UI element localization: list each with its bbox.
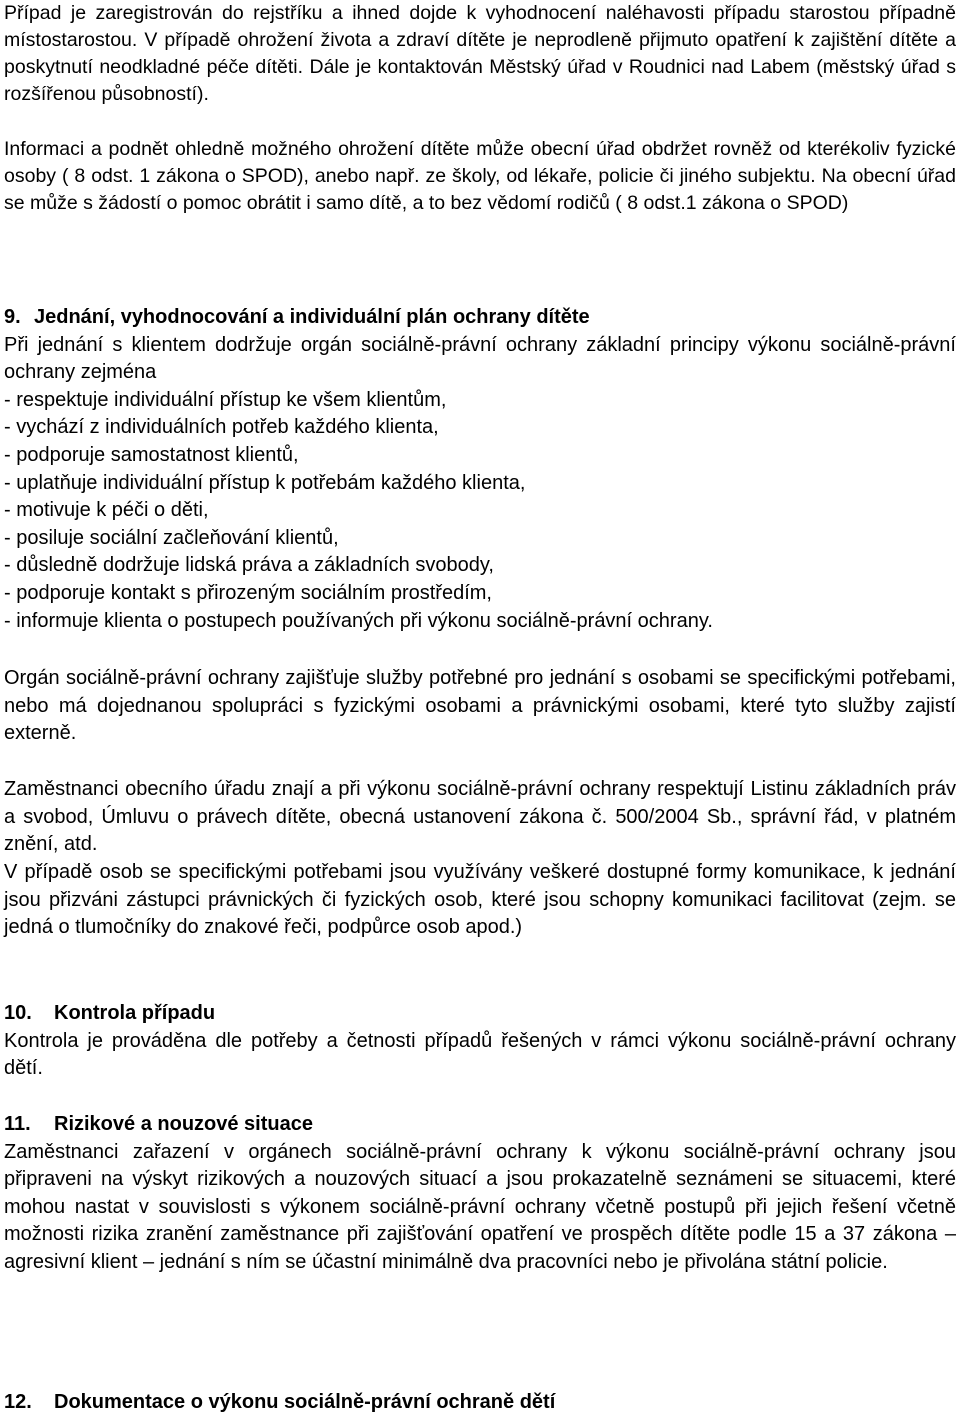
list-item: - respektuje individuální přístup ke všem klientům, (4, 388, 447, 411)
section-10 (4, 1000, 956, 1083)
section-11-text: Zaměstnanci zařazení v orgánech sociálně-právní ochrany k výkonu sociálně-právní ochrany jsou připraveni na výskyt rizikových a nouzových situací a jsou prokazatelně seznámeni se situacemi, které mohou nastat v souvislosti s výkonem sociálně-právní ochrany včetně postupů při jejich řešení včetně možnosti rizika zranění zaměstnance při zajišťování opatření ve prospěch dítěte podle 15 a 37 zákona – agresivní klient – jednání s ním se účastní minimálně dva pracovníci nebo je přivolána státní policie. (4, 1140, 956, 1273)
employees-paragraph: Zaměstnanci obecního úřadu znají a při výkonu sociálně-právní ochrany respektují Listinu základních práv a svobod, Úmluvu o právech dítěte, obecná ustanovení zákona č. 500/2004 Sb., správní řád, v platném znění, atd. (4, 778, 956, 856)
section-11-heading (4, 1111, 956, 1139)
section-11-number: 11. (4, 1113, 31, 1135)
section-10-title: Kontrola případu (54, 1002, 216, 1024)
principles-list (4, 387, 956, 635)
section-9-title: Jednání, vyhodnocování a individuální plán ochrany dítěte (34, 306, 590, 328)
section-9 (4, 304, 956, 635)
list-item: - uplatňuje individuální přístup k potřebám každého klienta, (4, 471, 526, 494)
list-item: - motivuje k péči o děti, (4, 499, 209, 522)
section-9-number: 9. (4, 306, 21, 328)
special-needs-paragraph: V případě osob se specifickými potřebami jsou využívány veškeré dostupné formy komunikace, k jednání jsou přizváni zástupci právnických či fyzických osob, které jsou schopny komunikaci facilitovat (zejm. se jedná o tlumočníky do znakové řeči, podpůrce osob apod.) (4, 861, 956, 939)
section-11-title: Rizikové a nouzové situace (54, 1113, 313, 1135)
section-12-heading (4, 1389, 956, 1417)
section-10-text: Kontrola je prováděna dle potřeby a četnosti případů řešených v rámci výkonu sociálně-právní ochrany dětí. (4, 1029, 956, 1080)
list-item: - vychází z individuálních potřeb každého klienta, (4, 416, 439, 439)
section-10-number: 10. (4, 1002, 32, 1024)
section-12-title: Dokumentace o výkonu sociálně-právní ochraně dětí (54, 1391, 556, 1413)
list-item: - podporuje kontakt s přirozeným sociálním prostředím, (4, 581, 492, 604)
section-9-heading (4, 304, 956, 332)
intro-paragraph-information: Informaci a podnět ohledně možného ohrožení dítěte může obecní úřad obdržet rovněž od kterékoliv fyzické osoby ( 8 odst. 1 zákona o SPOD), anebo např. ze školy, od lékaře, policie či jiného subjektu. Na obecní úřad se může s žádostí o pomoc obrátit i samo dítě, a to bez vědomí rodičů ( 8 odst.1 zákona o SPOD) (4, 138, 956, 214)
list-item: - podporuje samostatnost klientů, (4, 443, 299, 466)
list-item: - informuje klienta o postupech používaných při výkonu sociálně-právní ochrany. (4, 609, 713, 632)
section-11 (4, 1111, 956, 1277)
section-12 (4, 1389, 956, 1417)
section-12-number: 12. (4, 1391, 32, 1413)
section-9-intro: Při jednání s klientem dodržuje orgán sociálně-právní ochrany základní principy výkonu sociálně-právní ochrany zejména (4, 333, 956, 384)
list-item: - posiluje sociální začleňování klientů, (4, 526, 339, 549)
services-paragraph: Orgán sociálně-právní ochrany zajišťuje služby potřebné pro jednání s osobami se specifickými potřebami, nebo má dojednanou spolupráci s fyzickými osobami a právnickými osobami, které tyto služby zajistí externě. (4, 667, 956, 745)
intro-paragraph-registration: Případ je zaregistrován do rejstříku a ihned dojde k vyhodnocení naléhavosti případu starostou případně místostarostou. V případě ohrožení života a zdraví dítěte je neprodleně přijmuto opatření k zajištění dítěte a poskytnutí neodkladné péče dítěti. Dále je kontaktován Městský úřad v Roudnici nad Labem (městský úřad s rozšířenou působností). (4, 2, 956, 105)
section-10-heading (4, 1000, 956, 1028)
list-item: - důsledně dodržuje lidská práva a základních svobody, (4, 554, 494, 577)
